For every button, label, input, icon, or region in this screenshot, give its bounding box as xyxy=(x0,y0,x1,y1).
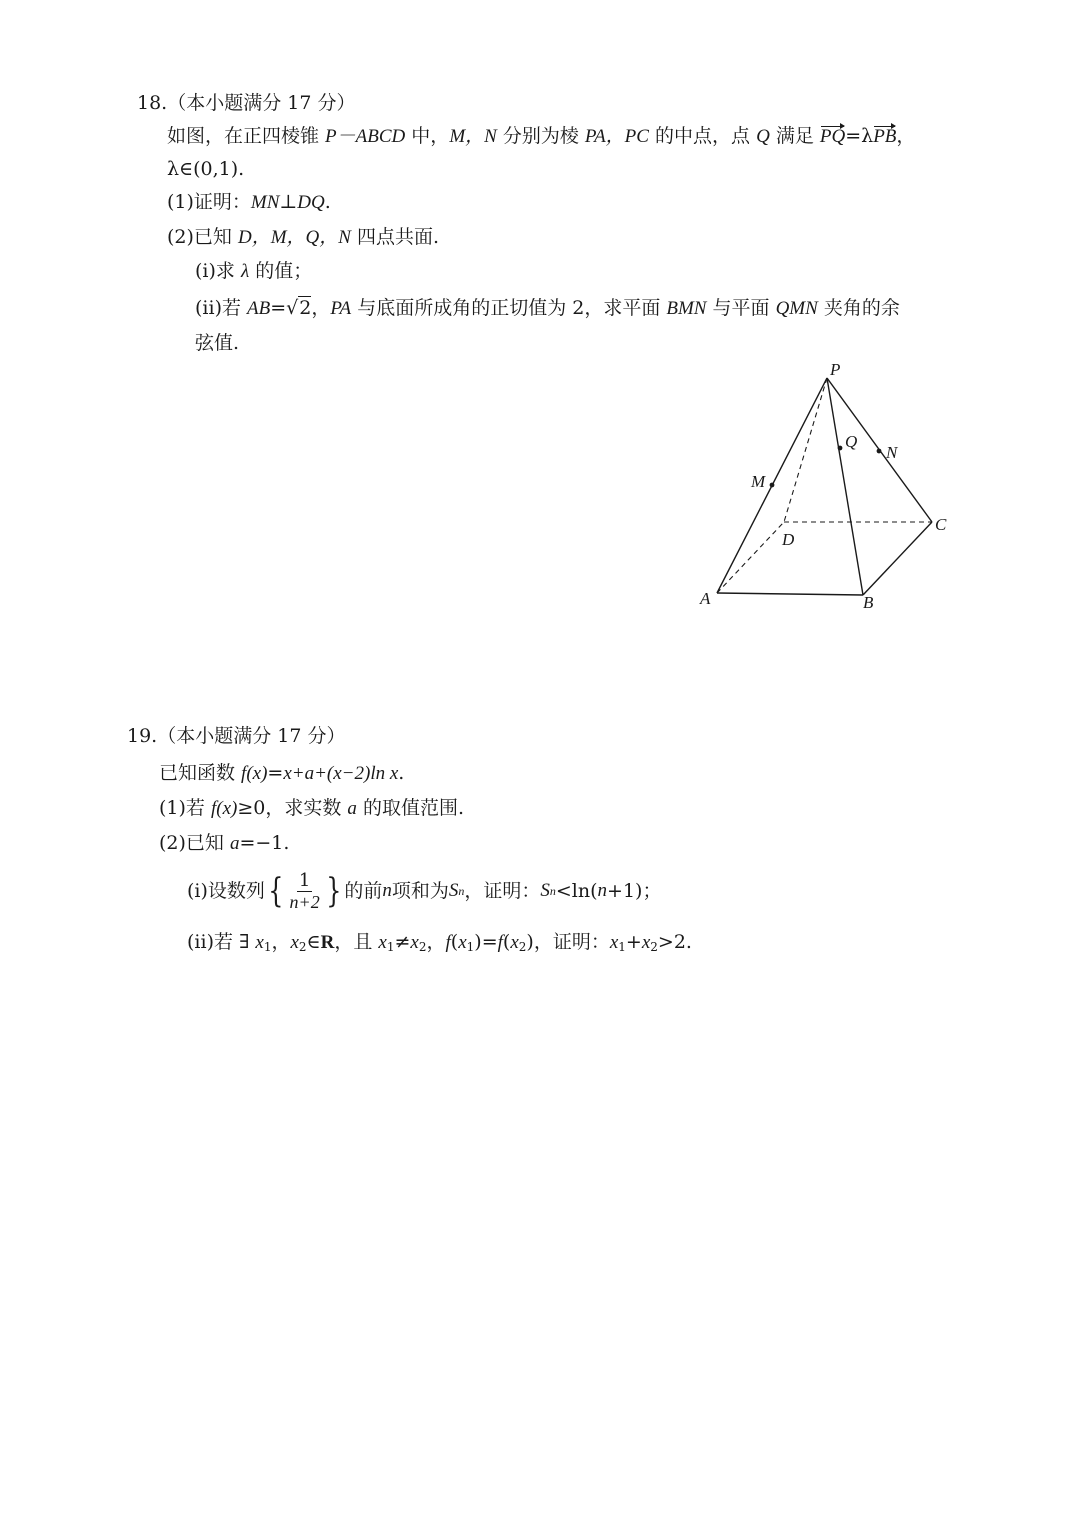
p18-header: 18.（本小题满分 17 分） xyxy=(137,92,356,114)
label-a: A xyxy=(700,589,711,608)
p18-sub-ii-cont: 弦值. xyxy=(195,332,240,354)
p19-part1: (1)若 f(x)≥0，求实数 a 的取值范围. xyxy=(159,797,464,819)
vector-pb: PB xyxy=(873,126,897,147)
label-c: C xyxy=(935,515,947,534)
sequence-fraction: { $\frac{1}{n+2}$ } xyxy=(268,869,342,912)
edge-bc xyxy=(863,522,932,595)
edge-pb xyxy=(827,378,863,595)
p19-sub-ii: (ii)若 ∃ $x_1$，$x_2\in R$，且 $x_1\ne x_2$，$f(x_1)=f(x_2)$，证明：$x_1+x_2>2$. xyxy=(187,931,692,954)
point-n xyxy=(877,449,882,454)
p18-stem-line1: 如图，在正四棱锥 P－ABCD 中，M，N 分别为棱 PA，PC 的中点，点 Q 满足 PQ=λPB， xyxy=(167,125,916,147)
label-m: M xyxy=(751,472,766,491)
p18-part1: (1)证明：MN⊥DQ. xyxy=(167,191,331,213)
label-n: N xyxy=(886,443,898,462)
vector-pq: PQ xyxy=(819,126,846,147)
p18-lambda-range: λ∈(0,1). xyxy=(167,158,245,180)
point-q xyxy=(838,446,843,451)
p18-part2: (2)已知 D，M，Q，N 四点共面. xyxy=(167,226,440,248)
p19-sub-i: (i)设数列 { $\frac{1}{n+2}$ } 的前 n 项和为 S n ，证明： S n <ln( n +1)； xyxy=(187,869,662,912)
label-p: P xyxy=(830,360,841,379)
p18-sub-i: (i)求 λ 的值； xyxy=(195,260,313,282)
edge-ad xyxy=(717,522,784,593)
p19-header: 19.（本小题满分 17 分） xyxy=(127,725,346,747)
label-q: Q xyxy=(845,432,858,451)
p19-part2: (2)已知 a=−1. xyxy=(159,832,290,854)
edge-ab xyxy=(717,593,863,595)
p19-stem: 已知函数 f(x)=x+a+(x−2)ln x. xyxy=(159,762,405,784)
label-b: B xyxy=(863,593,874,612)
label-d: D xyxy=(782,530,795,549)
pyramid-figure xyxy=(690,355,960,620)
p18-sub-ii: (ii)若 AB=√2，PA 与底面所成角的正切值为 2，求平面 BMN 与平面 QMN 夹角的余 xyxy=(195,297,900,319)
point-m xyxy=(770,483,775,488)
